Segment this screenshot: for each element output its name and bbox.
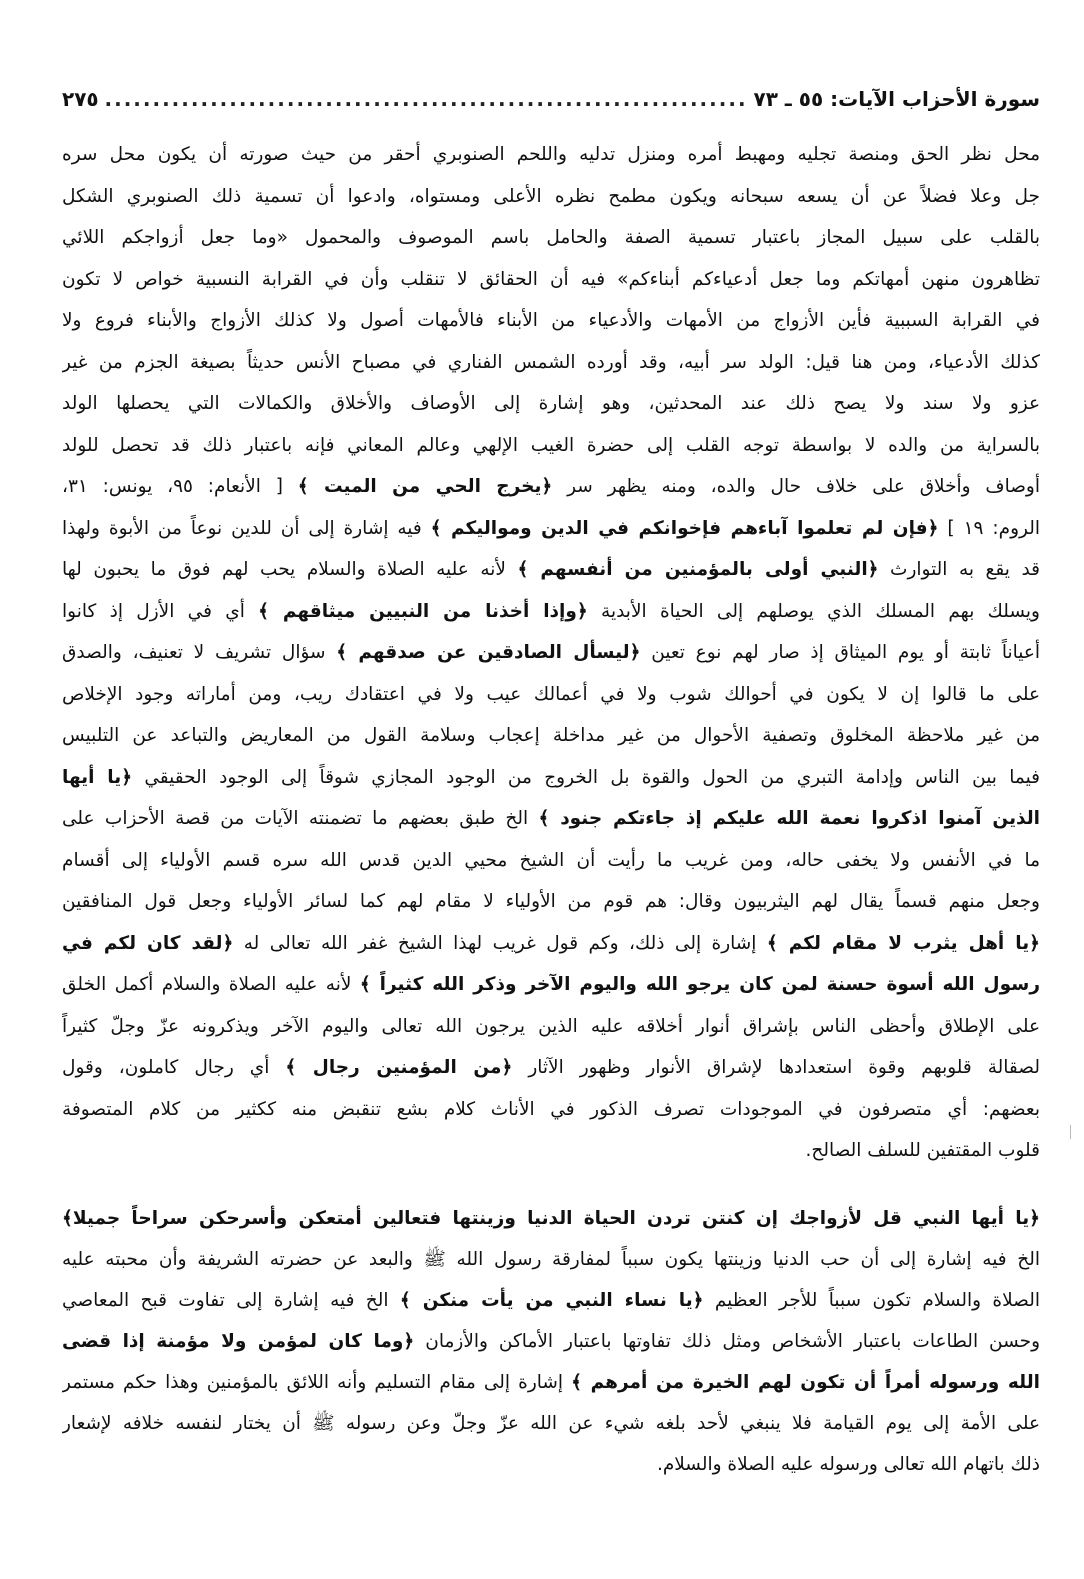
text-line — [62, 466, 1040, 508]
quran-quote: الذين آمنوا اذكروا نعمة الله عليكم إذ جاءتكم جنود ﴾ — [538, 808, 1040, 829]
text-line — [62, 549, 1040, 591]
verse-heading — [62, 1198, 1040, 1239]
text-segment: عزو ولا سند ولا يصح ذلك عند المحدثين، وهو إشارة إلى الأوصاف والأخلاق والكمالات التي يحصلها الولد — [62, 393, 1040, 414]
text-line — [62, 1362, 1040, 1403]
text-segment: جل وعلا فضلاً عن أن يسعه سبحانه ويكون مطمح نظره الأعلى ومستواه، وادعوا أن تسمية ذلك الصنوبري الشكل — [62, 185, 1040, 207]
text-segment: لصقالة قلوبهم وقوة استعدادها لإشراق الأنوار وظهور الآثار — [512, 1057, 1040, 1078]
scan-edge-mark — [1070, 1125, 1071, 1139]
text-segment: أوصاف وأخلاق على خلاف حال والده، ومنه يظهر سر — [552, 476, 1040, 497]
text-line — [62, 425, 1040, 467]
text-segment: على ما قالوا إن لا يكون في أحوالك شوب ولا في أعمالك عيب ولا في اعتقادك ريب، ومن أماراته وجود الإخلاص — [62, 683, 1040, 705]
text-line — [62, 1280, 1040, 1321]
text-line — [62, 1321, 1040, 1362]
text-segment: وجعل منهم قسماً يقال لهم اليثربيون وقال: هم قوم من الأولياء لا مقام لهم كما لسائر الأولياء وجعل قول المنافقين — [62, 891, 1040, 912]
text-line — [62, 591, 1040, 633]
text-line — [62, 1239, 1040, 1280]
quran-quote: ﴿يا أيها — [62, 766, 133, 788]
text-line — [62, 1130, 1040, 1172]
leader-dots — [105, 87, 748, 111]
text-line — [62, 176, 1040, 218]
text-line — [62, 840, 1040, 882]
text-segment: كذلك الأدعياء، ومن هنا قيل: الولد سر أبيه، وقد أورده الشمس الفناري في مصباح الأنس حديثاً بصيغة الجزم من غير — [62, 351, 1040, 373]
quran-quote: ﴿يا أهل يثرب لا مقام لكم ﴾ — [766, 932, 1040, 954]
text-segment: تظاهرون منهن أمهاتكم وما جعل أدعياءكم أبناءكم» فيه أن الحقائق لا تنقلب وأن في القرابة النسبية خواص لا تكون — [62, 268, 1040, 290]
text-line — [62, 632, 1040, 674]
text-line — [62, 1047, 1040, 1089]
text-segment: إشارة إلى ذلك، وكم قول غريب لهذا الشيخ غفر الله تعالى له — [233, 932, 767, 954]
quran-quote: ﴿وما كان لمؤمن ولا مؤمنة إذا قضى — [62, 1331, 415, 1352]
page-number: ٢٧٥ — [62, 87, 99, 111]
commentary-section-2 — [62, 1198, 1040, 1485]
commentary-section-1 — [62, 134, 1040, 1172]
text-line — [62, 300, 1040, 342]
text-segment: الخ طبق بعضهم ما تضمنته الآيات من قصة الأحزاب على — [62, 808, 539, 829]
text-segment: أي في الأزل إذ كانوا — [62, 600, 259, 622]
text-segment: قلوب المقتفين للسلف الصالح. — [805, 1140, 1040, 1161]
quran-quote: ﴿يخرج الحي من الميت ﴾ — [297, 476, 553, 497]
text-segment: ذلك باتهام الله تعالى ورسوله عليه الصلاة والسلام. — [656, 1454, 1040, 1475]
text-segment: الروم: ١٩ ] — [938, 517, 1040, 539]
text-segment: محل نظر الحق ومنصة تجليه ومهبط أمره ومنزل تدليه واللحم الصنوبري أحقر من حيث صورته أن يكون محل سره — [62, 144, 1040, 165]
text-segment: أعياناً ثابتة أو يوم الميثاق إذ صار لهم نوع تعين — [640, 642, 1040, 663]
text-segment: ويسلك بهم المسلك الذي يوصلهم إلى الحياة الأبدية — [587, 600, 1040, 622]
text-segment: أي رجال كاملون، وقول — [62, 1057, 286, 1078]
text-segment: [ الأنعام: ٩٥، يونس: ٣١، — [62, 476, 298, 497]
text-segment: لأنه عليه الصلاة والسلام أكمل الخلق — [62, 974, 360, 995]
text-line — [62, 964, 1040, 1006]
text-line — [62, 508, 1040, 550]
text-segment: فيما بين الناس وإدامة التبري من الحول والقوة بل الخروج من الوجود المجازي شوقاً إلى الوجود الحقيقي — [132, 766, 1040, 788]
text-segment: على الأمة إلى يوم القيامة فلا ينبغي لأحد بلغه شيء عن الله عزّ وجلّ وعن رسوله ﷺ أن يختار لنفسه خلافه لإشعار — [62, 1413, 1040, 1434]
text-line — [62, 923, 1040, 965]
text-line — [62, 1444, 1040, 1485]
text-segment: الخ فيه إشارة إلى أن حب الدنيا وزينتها يكون سبباً لمفارقة رسول الله ﷺ والبعد عن حضرته الشريفة وأن محبته عليه — [62, 1249, 1040, 1270]
quran-quote: ﴿وإذا أخذنا من النبيين ميثاقهم ﴾ — [258, 600, 588, 622]
text-segment: بالقلب على سبيل المجاز باعتبار تسمية الصفة والحامل باسم الموصوف والمحمول «وما جعل أزواجكم اللائي — [62, 227, 1040, 248]
quran-quote: ﴿يا نساء النبي من يأت منكن ﴾ — [399, 1290, 704, 1311]
quran-quote: ﴿النبي أولى بالمؤمنين من أنفسهم ﴾ — [517, 559, 879, 580]
text-segment: فيه إشارة إلى أن للدين نوعاً من الأبوة ولهذا — [62, 517, 431, 539]
text-line — [62, 1089, 1040, 1131]
text-segment: ما في الأنفس ولا يخفى حاله، ومن غريب ما رأيت أن الشيخ محيي الدين قدس الله سره قسم الأولياء إلى أقسام — [62, 849, 1040, 871]
quran-quote: ﴿من المؤمنين رجال ﴾ — [285, 1057, 513, 1078]
text-segment: لأنه عليه الصلاة والسلام يحب لهم فوق ما يحبون لها — [62, 559, 518, 580]
text-segment: سؤال تشريف لا تعنيف، والصدق — [62, 642, 337, 663]
text-line — [62, 217, 1040, 259]
text-line — [62, 134, 1040, 176]
text-segment: في القرابة السببية فأين الأزواج من الأمهات والأدعياء من الأبناء فالأمهات أصول ولا كذلك الأزواج والأبناء فروع ولا — [62, 310, 1040, 331]
text-segment: إشارة إلى مقام التسليم وأنه اللائق بالمؤمنين وهذا حكم مستمر — [62, 1372, 572, 1393]
text-line — [62, 715, 1040, 757]
text-segment: من غير ملاحظة المخلوق وتصفية الأحوال من غير مداخلة إعجاب وسلامة القول من المعاريض والتباعد عن التلبيس — [62, 725, 1040, 746]
text-segment: بعضهم: أي متصرفون في الموجودات تصرف الذكور في الأناث كلام بشع تنقبض منه ككثير من كلام المتصوفة — [62, 1098, 1040, 1120]
running-header — [62, 82, 1040, 116]
text-line — [62, 798, 1040, 840]
text-segment: قد يقع به التوارث — [878, 559, 1040, 580]
quran-quote: ﴿ليسأل الصادقين عن صدقهم ﴾ — [336, 642, 641, 663]
text-line — [62, 342, 1040, 384]
quran-quote: ﴿فإن لم تعلموا آباءهم فإخوانكم في الدين ومواليكم ﴾ — [430, 517, 939, 539]
text-segment: الخ فيه إشارة إلى تفاوت قبح المعاصي — [62, 1290, 400, 1311]
text-segment: وحسن الطاعات باعتبار الأشخاص ومثل ذلك تفاوتها باعتبار الأماكن والأزمان — [414, 1331, 1040, 1352]
quran-quote: رسول الله أسوة حسنة لمن كان يرجو الله واليوم الآخر وذكر الله كثيراً ﴾ — [359, 974, 1040, 995]
text-line — [62, 259, 1040, 301]
text-line — [62, 1403, 1040, 1444]
text-line — [62, 674, 1040, 716]
quran-quote: الله ورسوله أمراً أن تكون لهم الخيرة من أمرهم ﴾ — [571, 1372, 1040, 1393]
text-line — [62, 383, 1040, 425]
text-line — [62, 1006, 1040, 1048]
text-segment: على الإطلاق وأحظى الناس بإشراق أنوار أخلاقه عليه الذين يرجون الله تعالى واليوم الآخر ويذكرونه عزّ وجلّ كثيراً — [62, 1015, 1040, 1037]
text-line — [62, 757, 1040, 799]
header-title: سورة الأحزاب الآيات: ٥٥ ـ ٧٣ — [753, 87, 1040, 111]
text-line — [62, 881, 1040, 923]
quran-quote: ﴿يا أيها النبي قل لأزواجك إن كنتن تردن الحياة الدنيا وزينتها فتعالين أمتعكن وأسرحكن سراحاً جميلا﴾ — [62, 1208, 1040, 1229]
quran-quote: ﴿لقد كان لكم في — [62, 932, 234, 954]
text-segment: بالسراية من والده لا بواسطة توجه القلب إلى حضرة الغيب الإلهي وعالم المعاني فإنه باعتبار ذلك قد تحصل للولد — [62, 434, 1040, 456]
text-segment: الصلاة والسلام تكون سبباً للأجر العظيم — [703, 1290, 1040, 1311]
